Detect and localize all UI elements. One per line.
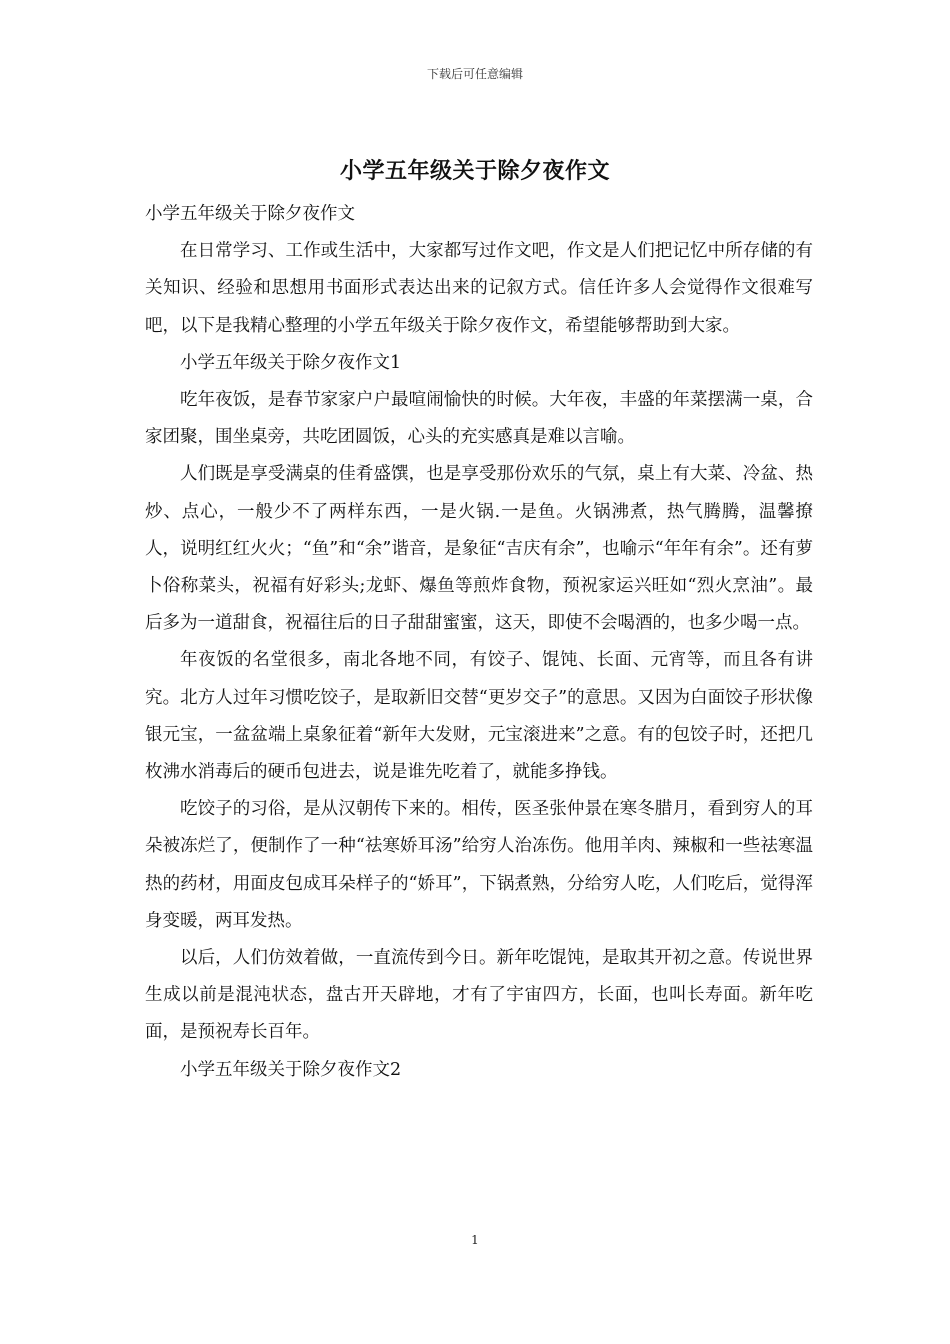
paragraph: 年夜饭的名堂很多，南北各地不同，有饺子、馄饨、长面、元宵等，而且各有讲究。北方人过年习惯吃饺子，是取新旧交替“更岁交子”的意思。又因为白面饺子形状像银元宝，一盆盆端上桌象征着“新年大发财，元宝滚进来”之意。有的包饺子时，还把几枚沸水消毒后的硬币包进去，说是谁先吃着了，就能多挣钱。: [145, 650, 813, 783]
page-number: 1: [471, 1233, 479, 1247]
document-title: 小学五年级关于除夕夜作文: [339, 158, 610, 184]
paragraph: 吃年夜饭，是春节家家户户最喧闹愉快的时候。大年夜，丰盛的年菜摆满一桌，合家团聚，围坐桌旁，共吃团圆饭，心头的充实感真是难以言喻。: [145, 390, 813, 448]
document-body: [145, 196, 813, 1089]
paragraph: 人们既是享受满桌的佳肴盛馔，也是享受那份欢乐的气氛，桌上有大菜、冷盆、热炒、点心，一般少不了两样东西，一是火锅.一是鱼。火锅沸煮，热气腾腾，温馨撩人，说明红红火火；“鱼”和“余”谐音，是象征“吉庆有余”，也喻示“年年有余”。还有萝卜俗称菜头，祝福有好彩头;龙虾、爆鱼等煎炸食物，预祝家运兴旺如“烈火烹油”。最后多为一道甜食，祝福往后的日子甜甜蜜蜜，这天，即使不会喝酒的，也多少喝一点。: [145, 464, 813, 634]
section-heading-essay-1: 小学五年级关于除夕夜作文1: [180, 352, 402, 373]
paragraph-subtitle: 小学五年级关于除夕夜作文: [145, 204, 355, 224]
paragraph: 吃饺子的习俗，是从汉朝传下来的。相传，医圣张仲景在寒冬腊月，看到穷人的耳朵被冻烂了，便制作了一种“祛寒娇耳汤”给穷人治冻伤。他用羊肉、辣椒和一些祛寒温热的药材，用面皮包成耳朵样子的“娇耳”，下锅煮熟，分给穷人吃，人们吃后，觉得浑身变暖，两耳发热。: [145, 799, 813, 931]
section-heading-essay-2: 小学五年级关于除夕夜作文2: [180, 1059, 402, 1080]
paragraph-intro: 在日常学习、工作或生活中，大家都写过作文吧，作文是人们把记忆中所存储的有关知识、经验和思想用书面形式表达出来的记叙方式。信任许多人会觉得作文很难写吧，以下是我精心整理的小学五年级关于除夕夜作文，希望能够帮助到大家。: [145, 241, 813, 336]
page-header: 下载后可任意编辑: [426, 67, 523, 81]
paragraph: 以后，人们仿效着做，一直流传到今日。新年吃馄饨，是取其开初之意。传说世界生成以前是混沌状态，盘古开天辟地，才有了宇宙四方，长面，也叫长寿面。新年吃面，是预祝寿长百年。: [145, 948, 813, 1043]
